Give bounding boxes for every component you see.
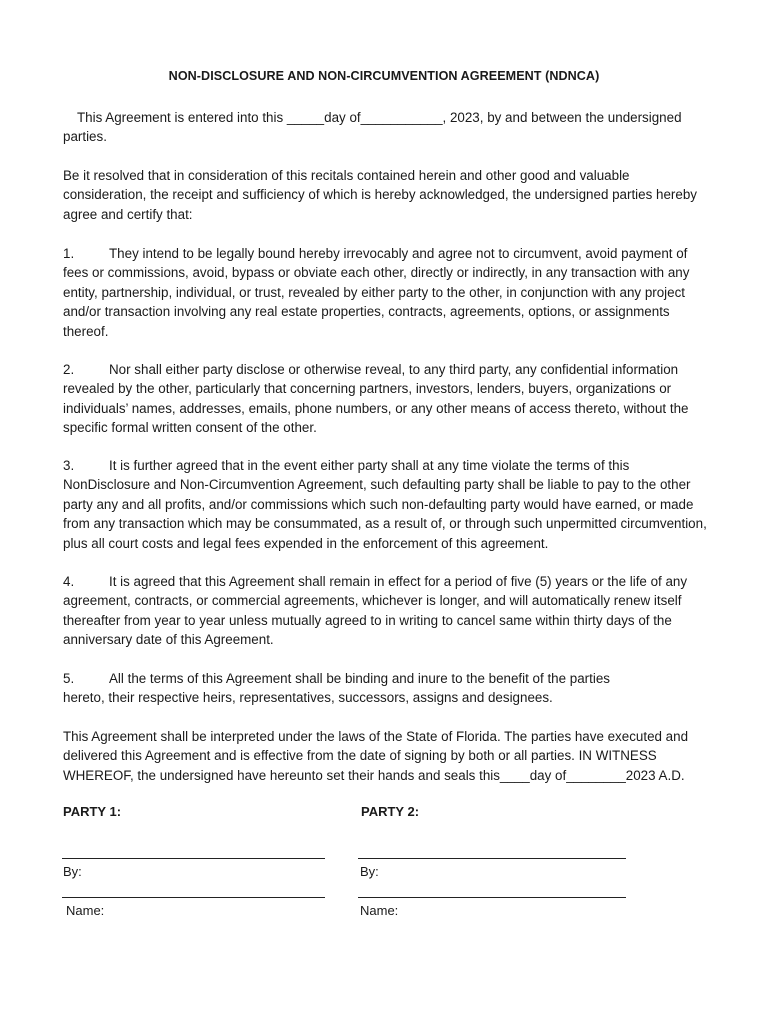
clause-number: 5. bbox=[63, 671, 75, 686]
party-1-name-line bbox=[62, 897, 325, 898]
clause-number: 4. bbox=[63, 574, 75, 589]
clause-text: It is agreed that this Agreement shall remain in effect for a period of five (5) years or the life of any agreement, contracts, or commercial agreements, whichever is longer, and will automatically renew itself thereafter from year to year unless mutually agreed to in writing to cancel same within thirty days of the anniversary date of this Agreement. bbox=[63, 574, 688, 648]
clause-text: Nor shall either party disclose or otherwise reveal, to any third party, any confidential information revealed by the other, particularly that concerning partners, investors, lenders, buyers, organizations or individuals’ names, addresses, emails, phone numbers, or any other means of access thereto, without the specific formal written consent of the other. bbox=[63, 362, 689, 436]
resolved-paragraph: Be it resolved that in consideration of this recitals contained herein and other good and valuable consideration, the receipt and sufficiency of which is hereby acknowledged, the undersigned parties hereby agree and certify that: bbox=[63, 168, 697, 222]
party-2-by-label: By: bbox=[360, 864, 379, 879]
clause-3 bbox=[63, 456, 708, 553]
closing-paragraph: This Agreement shall be interpreted under the laws of the State of Florida. The parties have executed and delivered this Agreement and is effective from the date of signing by both or all parties. IN WITNESS WHEREOF, the undersigned have hereunto set their hands and seals this____day of________2023 A.D. bbox=[63, 729, 689, 783]
clause-number: 3. bbox=[63, 458, 75, 473]
clause-text: It is further agreed that in the event either party shall at any time violate the terms of this NonDisclosure and Non-Circumvention Agreement, such defaulting party shall be liable to pay to the other party any and all profits, and/or commissions which such non-defaulting party would have earned, or made from any transaction which may be consummated, as a result of, or through such unpermitted circumvention, plus all court costs and legal fees expended in the enforcement of this agreement. bbox=[63, 458, 707, 551]
party-2-name-label: Name: bbox=[360, 903, 399, 918]
clause-2 bbox=[63, 360, 713, 438]
party-2-signature-line bbox=[358, 858, 626, 859]
clause-number: 2. bbox=[63, 362, 75, 377]
party-2-label: PARTY 2: bbox=[361, 804, 420, 819]
intro-paragraph bbox=[63, 108, 713, 147]
clause-1 bbox=[63, 244, 713, 341]
party-1-label: PARTY 1: bbox=[63, 804, 122, 819]
clause-4 bbox=[63, 572, 713, 650]
clause-text: They intend to be legally bound hereby irrevocably and agree not to circumvent, avoid payment of fees or commissions, avoid, bypass or obviate each other, directly or indirectly, in any transaction with any entity, partnership, individual, or trust, revealed by either party to the other, in conjunction with any project and/or transaction involving any real estate properties, contracts, agreements, options, or assignments thereof. bbox=[63, 246, 690, 339]
intro-text: This Agreement is entered into this _____day of___________, 2023, by and between the undersigned parties. bbox=[63, 110, 682, 145]
party-1-signature-line bbox=[62, 858, 325, 859]
party-1-by-label: By: bbox=[63, 864, 82, 879]
clause-number: 1. bbox=[63, 246, 75, 261]
clause-5 bbox=[63, 669, 653, 708]
party-2-name-line bbox=[358, 897, 626, 898]
document-title: NON-DISCLOSURE AND NON-CIRCUMVENTION AGREEMENT (NDNCA) bbox=[168, 69, 600, 83]
clause-text: All the terms of this Agreement shall be binding and inure to the benefit of the parties hereto, their respective heirs, representatives, successors, assigns and designees. bbox=[63, 671, 610, 706]
party-1-name-label: Name: bbox=[66, 903, 105, 918]
